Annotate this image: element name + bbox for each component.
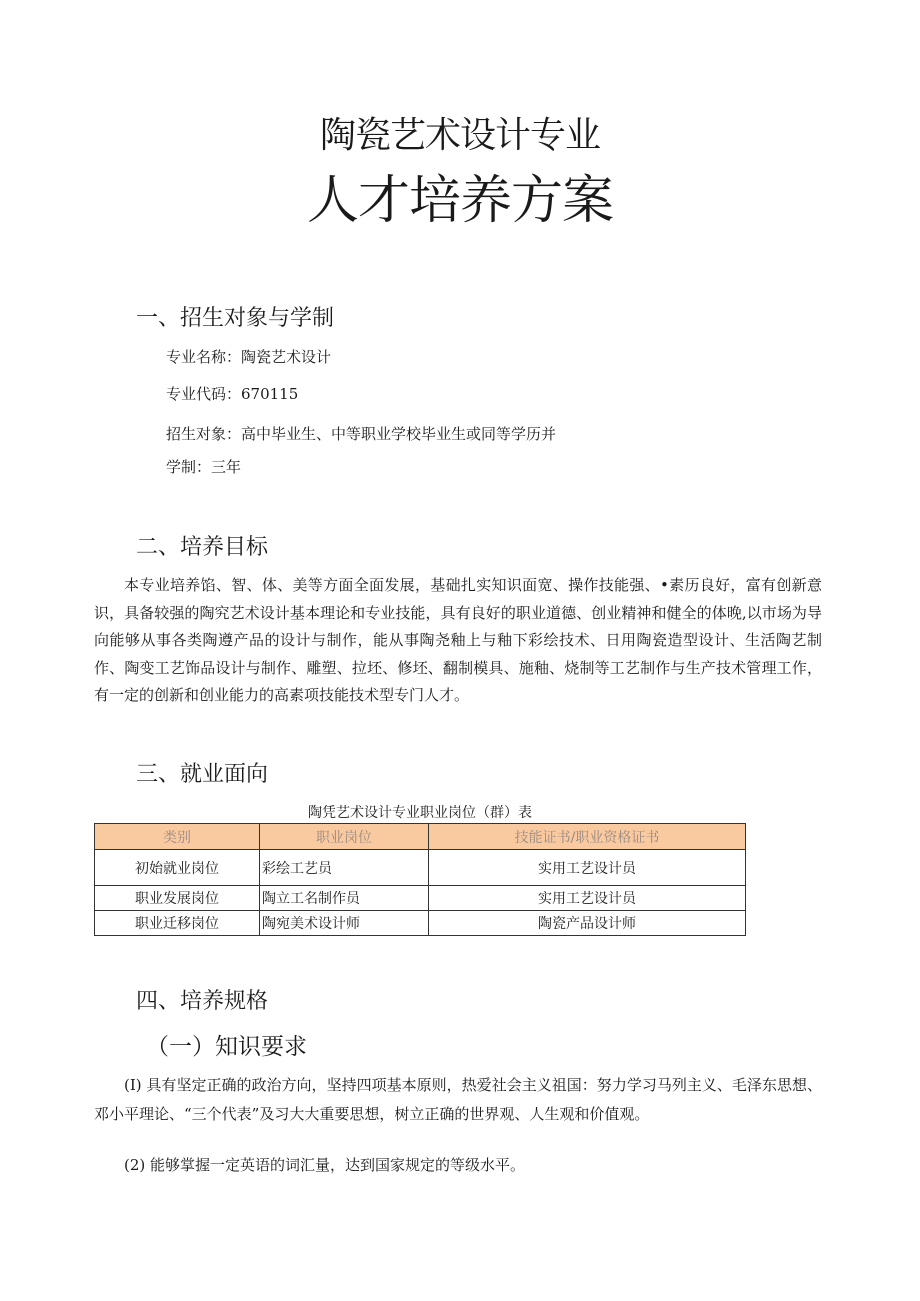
field-major-code: 专业代码：670115 xyxy=(166,385,299,403)
section-heading-specifications: 四、培养规格 xyxy=(136,989,269,1014)
knowledge-item-2 xyxy=(94,1151,822,1180)
item-number: (2) xyxy=(124,1156,146,1174)
header-position: 职业岗位 xyxy=(260,824,429,850)
item-number: (I) xyxy=(124,1076,142,1094)
cell-category: 初始就业岗位 xyxy=(95,850,260,886)
cell-certificate: 实用工艺设计员 xyxy=(429,850,746,886)
cell-category: 职业发展岗位 xyxy=(95,886,260,911)
cell-certificate: 实用工艺设计员 xyxy=(429,886,746,911)
objectives-paragraph: 本专业培养馅、智、体、美等方面全面发展，基础扎实知识面宽、操作技能强、•素历良好，富有创新意识，具备较强的陶究艺术设计基本理论和专业技能，具有良好的职业道德、创业精神和健全的体晚,以市场为导向能够从事各类陶遵产品的设计与制作，能从事陶尧釉上与釉下彩绘技术、日用陶瓷造型设计、生活陶艺制作、陶变工艺饰品设计与制作、雕塑、拉坯、修坯、翻制模具、施釉、烧制等工艺制作与生产技术管理工作，有一定的创新和创业能力的高素项技能技术型专门人才。 xyxy=(94,576,822,704)
cell-position: 陶宛美术设计师 xyxy=(260,911,429,936)
subsection-heading-knowledge: （一）知识要求 xyxy=(146,1034,307,1060)
item-text: 具有坚定正确的政治方向，坚持四项基本原则，热爱社会主义祖国：努力学习马列主义、毛泽东思想、邓小平理论、“三个代表”及习大大重要思想，树立正确的世界观、人生观和价值观。 xyxy=(94,1076,822,1123)
table-row xyxy=(95,886,746,911)
header-certificate: 技能证书/职业资格证书 xyxy=(429,824,746,850)
section-heading-employment: 三、就业面向 xyxy=(136,762,269,787)
cell-position: 陶立工名制作员 xyxy=(260,886,429,911)
table-row xyxy=(95,911,746,936)
table-header-row xyxy=(95,824,746,850)
cell-category: 职业迁移岗位 xyxy=(95,911,260,936)
knowledge-item-1 xyxy=(94,1071,822,1129)
document-title: 人才培养方案 xyxy=(306,171,613,231)
cell-position: 彩绘工艺员 xyxy=(260,850,429,886)
section-heading-objectives: 二、培养目标 xyxy=(136,535,269,560)
cell-certificate: 陶瓷产品设计师 xyxy=(429,911,746,936)
table-caption: 陶凭艺术设计专业职业岗位（群）表 xyxy=(308,805,532,821)
header-category: 类别 xyxy=(95,824,260,850)
section-heading-enrollment: 一、招生对象与学制 xyxy=(136,306,335,331)
field-major-name: 专业名称：陶瓷艺术设计 xyxy=(166,348,332,366)
field-enrollment-target: 招生对象：高中毕业生、中等职业学校毕业生或同等学历并 xyxy=(166,425,557,443)
job-positions-table xyxy=(94,823,746,936)
table-row xyxy=(95,850,746,886)
item-text: 能够掌握一定英语的词汇量，达到国家规定的等级水平。 xyxy=(150,1156,526,1174)
field-duration: 学制：三年 xyxy=(166,458,242,476)
document-subtitle: 陶瓷艺术设计专业 xyxy=(319,115,600,156)
